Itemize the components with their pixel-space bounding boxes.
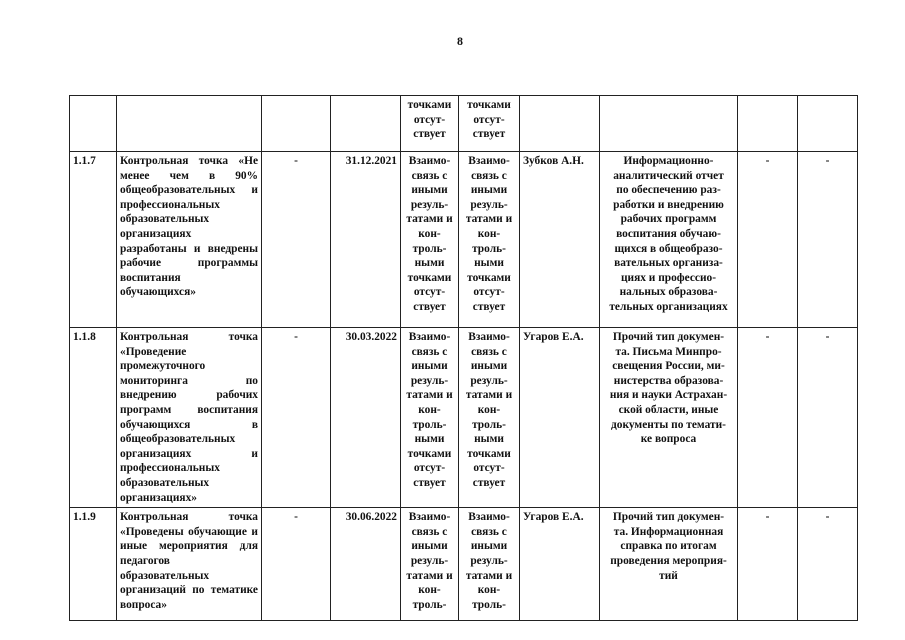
document-type-cell bbox=[600, 508, 738, 621]
table-row bbox=[70, 96, 858, 152]
relation-cell bbox=[459, 508, 520, 621]
row-number: 1.1.9 bbox=[70, 508, 117, 621]
relation-text: Взаимо- связь с иными резуль- татами и кон- троль- ными точками отсут- ствует bbox=[406, 331, 453, 489]
relation-text: Взаимо- связь с иными резуль- татами и кон- троль- ными точками отсут- ствует bbox=[406, 155, 453, 313]
table-row bbox=[70, 508, 858, 621]
relation-cell bbox=[401, 508, 459, 621]
table-cell bbox=[738, 96, 798, 152]
row-number: 1.1.7 bbox=[70, 152, 117, 328]
dash-cell: - bbox=[262, 328, 331, 508]
dash-cell: - bbox=[798, 152, 858, 328]
table-cell bbox=[262, 96, 331, 152]
deadline-date: 30.06.2022 bbox=[331, 508, 401, 621]
relation-cell bbox=[401, 328, 459, 508]
control-points-table bbox=[69, 95, 858, 621]
table-cell bbox=[600, 96, 738, 152]
table-cell bbox=[117, 96, 262, 152]
responsible-person: Угаров Е.А. bbox=[520, 508, 600, 621]
dash-cell: - bbox=[262, 508, 331, 621]
table-cell bbox=[70, 96, 117, 152]
page-number: 8 bbox=[457, 34, 463, 48]
document-type: Прочий тип докумен- та. Информационная справка по итогам проведения мероприя- тий bbox=[610, 511, 727, 582]
relation-cell bbox=[459, 152, 520, 328]
relation-text: точками отсут- ствует bbox=[407, 99, 452, 141]
control-point-description: Контрольная точка «Не менее чем в 90% общеобразовательных и профессиональных образовательных организациях разработаны и внедрены рабочие программы воспитания обучающихся» bbox=[117, 152, 262, 328]
document-type-cell bbox=[600, 152, 738, 328]
row-number: 1.1.8 bbox=[70, 328, 117, 508]
relation-cell bbox=[459, 328, 520, 508]
deadline-date: 30.03.2022 bbox=[331, 328, 401, 508]
document-type: Информационно- аналитический отчет по обеспечению раз- работки и внедрению рабочих программ воспитания обучаю- щихся в общеобразо- вательных организа- циях и профессио- нальных образова- тельных организациях bbox=[609, 155, 728, 313]
control-point-description: Контрольная точка «Проведение промежуточного мониторинга по внедрению рабочих программ воспитания обучающихся в общеобразовательных организациях и профессиональных образовательных организациях» bbox=[117, 328, 262, 508]
table-cell bbox=[331, 96, 401, 152]
dash-cell: - bbox=[262, 152, 331, 328]
document-type: Прочий тип докумен- та. Письма Минпро- свещения России, ми- нистерства образова- ния и науки Астрахан- ской области, иные документы по темати- ке вопроса bbox=[609, 331, 728, 446]
relation-cell bbox=[401, 152, 459, 328]
table-cell bbox=[798, 96, 858, 152]
document-type-cell bbox=[600, 328, 738, 508]
relation-text: Взаимо- связь с иными резуль- татами и кон- троль- bbox=[406, 511, 453, 611]
table-row bbox=[70, 152, 858, 328]
dash-cell: - bbox=[738, 328, 798, 508]
dash-cell: - bbox=[738, 152, 798, 328]
dash-cell: - bbox=[798, 508, 858, 621]
dash-cell: - bbox=[738, 508, 798, 621]
control-point-description: Контрольная точка «Проведены обучающие и иные мероприятия для педагогов образовательных организаций по тематике вопроса» bbox=[117, 508, 262, 621]
relation-text: Взаимо- связь с иными резуль- татами и кон- троль- ными точками отсут- ствует bbox=[465, 155, 513, 313]
table-cell bbox=[520, 96, 600, 152]
relation-text: Взаимо- связь с иными резуль- татами и кон- троль- bbox=[465, 511, 513, 611]
relation-text: точками отсут- ствует bbox=[467, 99, 511, 141]
relation-text: Взаимо- связь с иными резуль- татами и кон- троль- ными точками отсут- ствует bbox=[465, 331, 513, 489]
table-cell bbox=[459, 96, 520, 152]
table-row bbox=[70, 328, 858, 508]
responsible-person: Угаров Е.А. bbox=[520, 328, 600, 508]
table-cell bbox=[401, 96, 459, 152]
deadline-date: 31.12.2021 bbox=[331, 152, 401, 328]
responsible-person: Зубков А.Н. bbox=[520, 152, 600, 328]
dash-cell: - bbox=[798, 328, 858, 508]
